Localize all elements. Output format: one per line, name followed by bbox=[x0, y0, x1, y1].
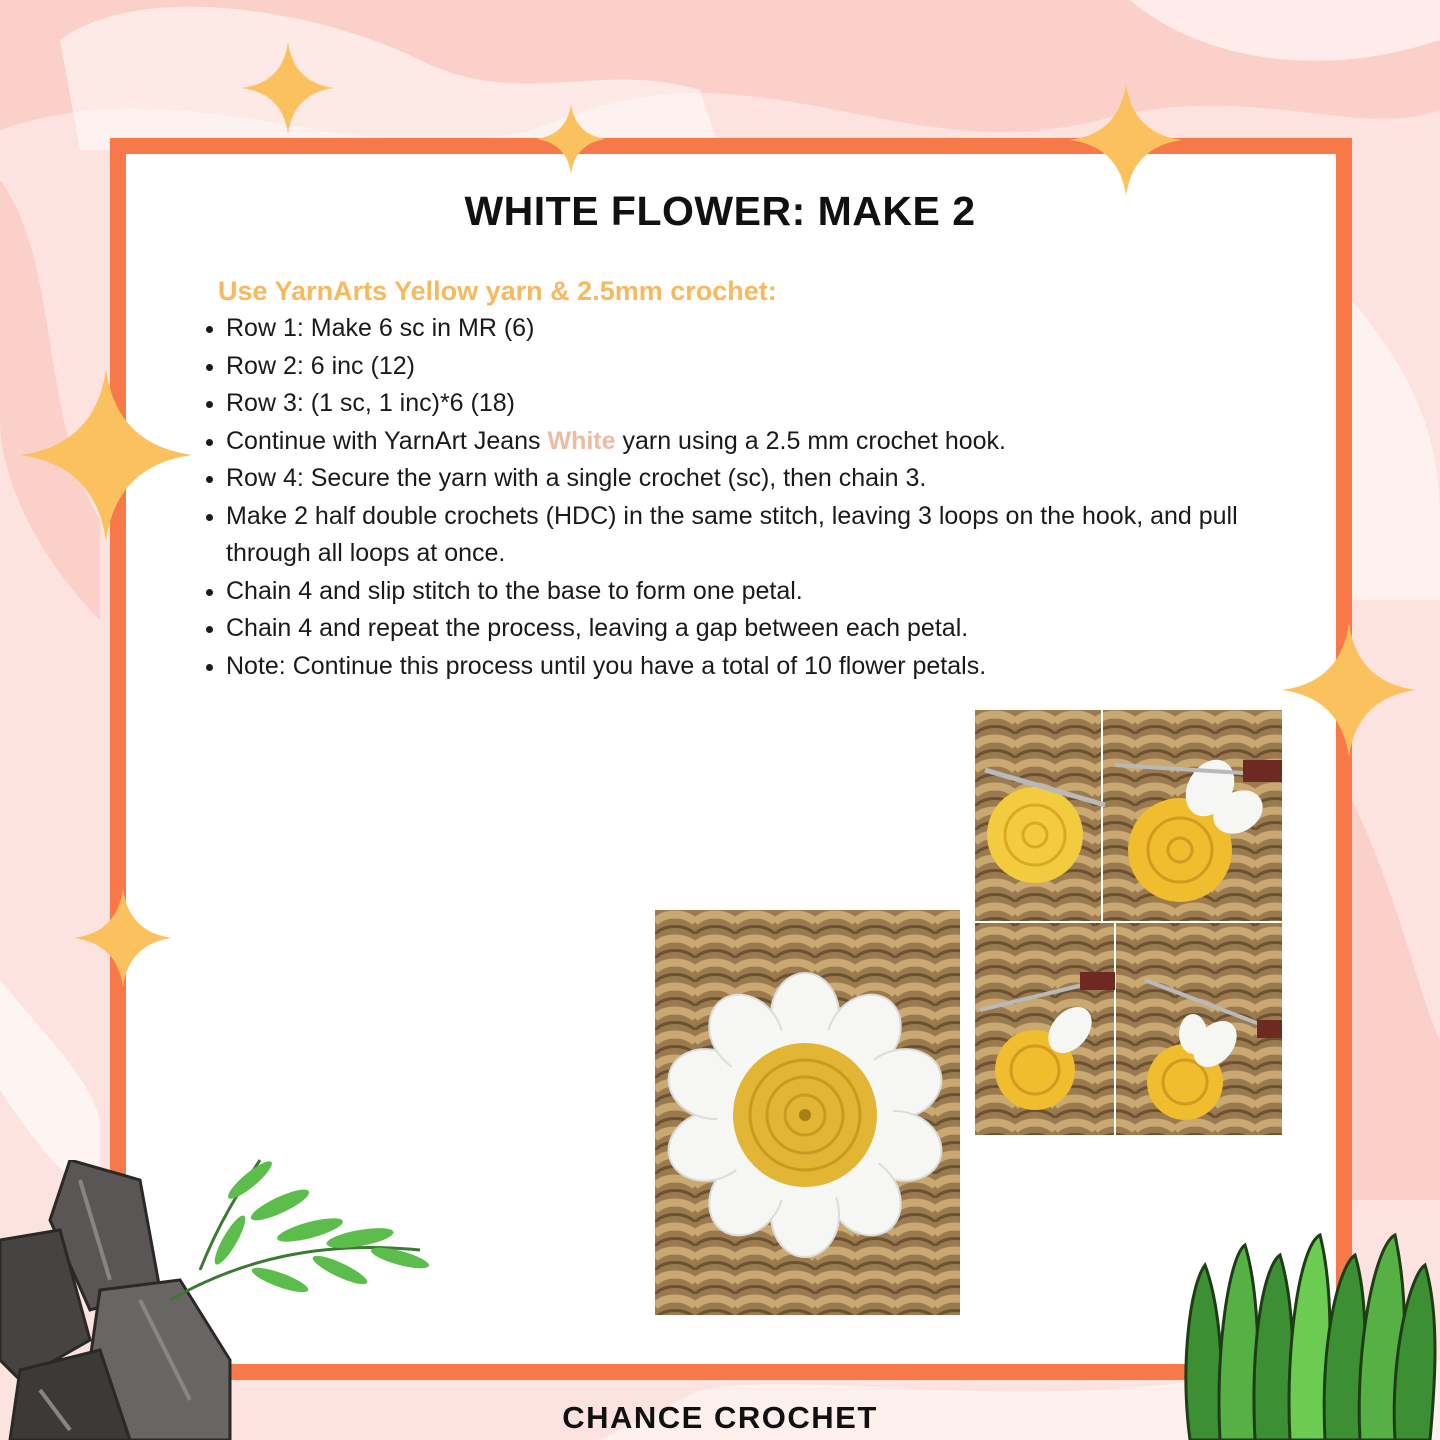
sparkle-icon bbox=[74, 888, 172, 988]
list-item: Chain 4 and repeat the process, leaving a gap between each petal. bbox=[203, 610, 1283, 648]
highlight-white: White bbox=[547, 426, 616, 455]
brand-footer: CHANCE CROCHET bbox=[562, 1400, 878, 1435]
sparkle-icon bbox=[242, 42, 334, 134]
list-item: Row 2: 6 inc (12) bbox=[203, 348, 1283, 386]
step-text: yarn using a 2.5 mm crochet hook. bbox=[615, 426, 1006, 455]
list-item bbox=[203, 423, 1283, 461]
materials-subtitle: Use YarnArts Yellow yarn & 2.5mm crochet: bbox=[218, 276, 777, 306]
instruction-list bbox=[203, 310, 1283, 685]
list-item: Row 1: Make 6 sc in MR (6) bbox=[203, 310, 1283, 348]
sparkle-icon bbox=[1070, 84, 1182, 196]
list-item: Row 4: Secure the yarn with a single crochet (sc), then chain 3. bbox=[203, 460, 1283, 498]
finished-flower-photo bbox=[655, 910, 960, 1315]
progress-collage-photo bbox=[975, 710, 1282, 1135]
sparkle-icon bbox=[536, 104, 606, 174]
step-text: Continue with YarnArt Jeans bbox=[226, 426, 548, 455]
leaf-branch-illustration bbox=[160, 1150, 430, 1310]
list-item: Row 3: (1 sc, 1 inc)*6 (18) bbox=[203, 385, 1283, 423]
list-item: Make 2 half double crochets (HDC) in the same stitch, leaving 3 loops on the hook, and pull through all loops at once. bbox=[203, 498, 1283, 573]
list-item: Note: Continue this process until you have a total of 10 flower petals. bbox=[203, 648, 1283, 686]
list-item: Chain 4 and slip stitch to the base to form one petal. bbox=[203, 573, 1283, 611]
page-title: WHITE FLOWER: MAKE 2 bbox=[464, 188, 976, 234]
sparkle-icon bbox=[20, 366, 192, 544]
sparkle-icon bbox=[1282, 622, 1416, 758]
